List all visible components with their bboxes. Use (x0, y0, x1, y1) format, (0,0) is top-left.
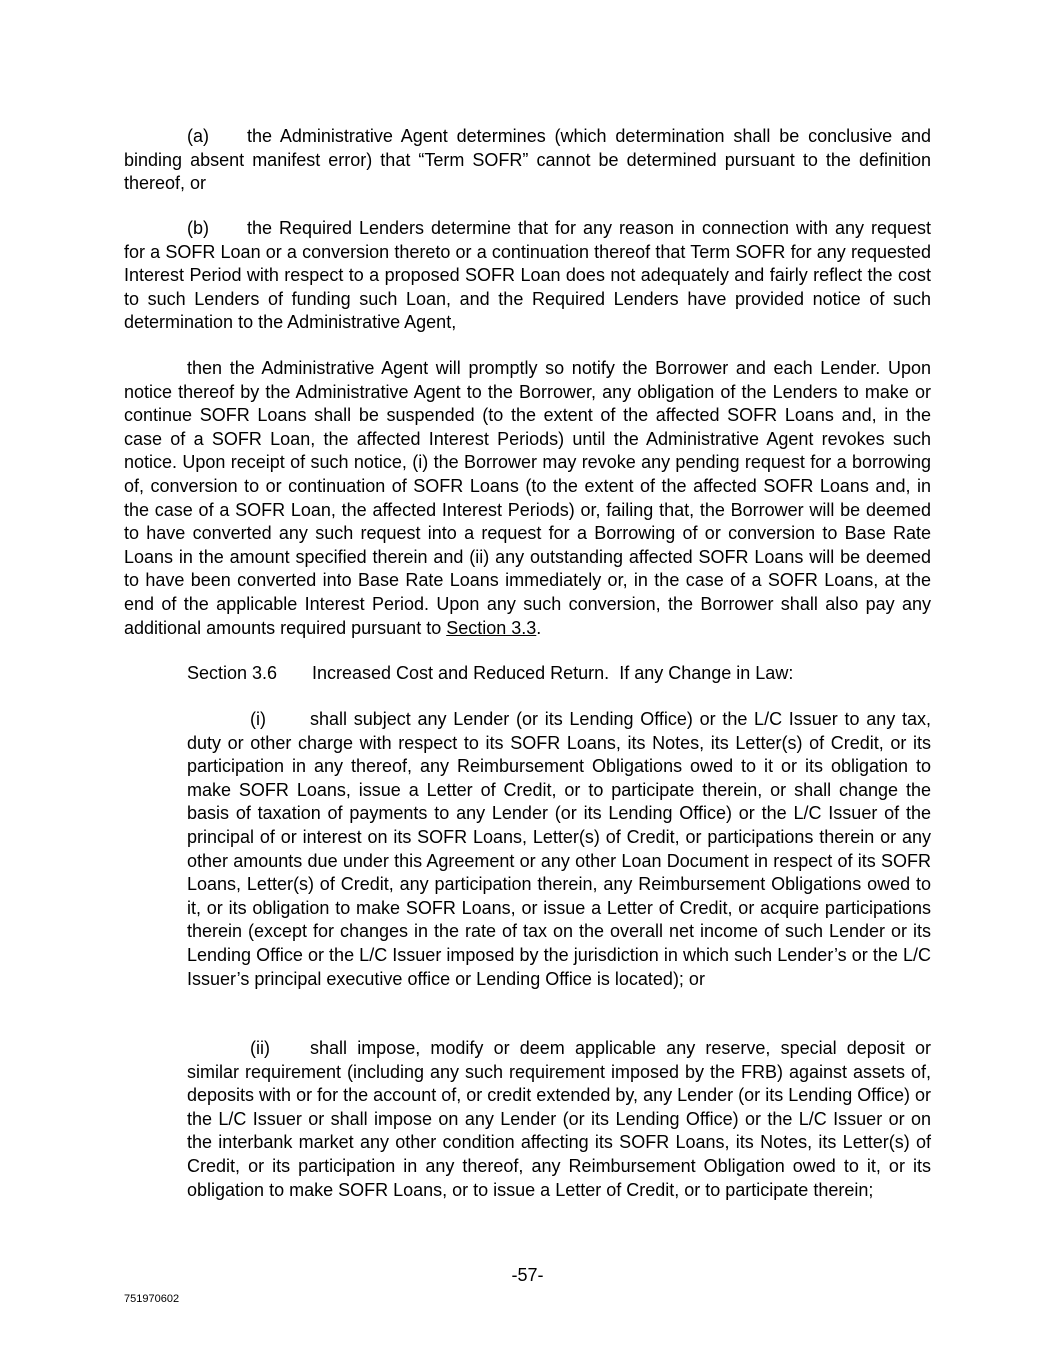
paragraph-then-end: . (536, 617, 542, 638)
item-i (187, 708, 931, 991)
paragraph-b-label: (b) (187, 218, 209, 238)
item-ii (187, 1037, 931, 1202)
paragraph-a-label: (a) (187, 126, 209, 146)
paragraph-b-text: the Required Lenders determine that for any reason in connection with any request for a SOFR Loan or a conversion thereto or a continuation thereof that Term SOFR for any requested Interest Period with respect to a proposed SOFR Loan does not adequately and fairly reflect the cost to such Lenders of funding such Loan, and the Required Lenders have provided notice of such determination to the Administrative Agent, (124, 218, 931, 333)
page-number: -57- (511, 1265, 544, 1285)
item-i-label: (i) (250, 709, 266, 729)
section-number: Section 3.6 (187, 663, 278, 683)
paragraph-then-text: then the Administrative Agent will promptly so notify the Borrower and each Lender. Upon notice thereof by the Administrative Agent to the Borrower, any obligation of the Lenders to make or continue SOFR Loans shall be suspended (to the extent of the affected SOFR Loans and, in the case of a SOFR Loan, the affected Interest Periods) until the Administrative Agent revokes such notice. Upon receipt of such notice, (i) the Borrower may revoke any pending request for a borrowing of, conversion to or continuation of SOFR Loans (to the extent of the affected SOFR Loans and, in the case of a SOFR Loan, the affected Interest Periods) or, failing that, the Borrower will be deemed to have converted any such request into a request for a Borrowing of or conversion to Base Rate Loans in the amount specified therein and (ii) any outstanding affected SOFR Loans will be deemed to have been converted into Base Rate Loans immediately or, in the case of a SOFR Loans, at the end of the applicable Interest Period. Upon any such conversion, the Borrower shall also pay any additional amounts required pursuant to (124, 358, 931, 638)
paragraph-a (124, 125, 931, 196)
paragraph-a-text: the Administrative Agent determines (which determination shall be conclusive and binding absent manifest error) that “Term SOFR” cannot be determined pursuant to the definition thereof, or (124, 126, 931, 194)
item-i-text: shall subject any Lender (or its Lending Office) or the L/C Issuer to any tax, duty or other charge with respect to its SOFR Loans, its Notes, its Letter(s) of Credit, or its participation in any thereof, any Reimbursement Obligations owed to it or its obligation to make SOFR Loans, issue a Letter of Credit, or to participate therein, or shall change the basis of taxation of payments to any Lender (or its Lending Office) or the L/C Issuer of the principal of or interest on its SOFR Loans, Letter(s) of Credit, or participations therein or any other amounts due under this Agreement or any other Loan Document in respect of its SOFR Loans, Letter(s) of Credit, any participation therein, any Reimbursement Obligations owed to it, or its obligation to make SOFR Loans, or issue a Letter of Credit, or acquire participations therein (except for changes in the rate of tax on the overall net income of such Lender or its Lending Office or the L/C Issuer imposed by the jurisdiction in which such Lender’s or the L/C Issuer’s principal executive office or Lending Office is located); or (187, 709, 931, 989)
item-ii-text: shall impose, modify or deem applicable any reserve, special deposit or similar requirement (including any such requirement imposed by the FRB) against assets of, deposits with or for the account of, or credit extended by, any Lender (or its Lending Office) or the L/C Issuer or shall impose on any Lender (or its Lending Office) or the L/C Issuer or on the interbank market any other condition affecting its SOFR Loans, its Notes, its Letter(s) of Credit, or its participation in any thereof, any Reimbursement Obligation owed to it, or its obligation to make SOFR Loans, or to issue a Letter of Credit, or to participate therein; (187, 1038, 931, 1200)
paragraph-b (124, 217, 931, 335)
section-lead: If any Change in Law: (619, 663, 794, 683)
paragraph-then (124, 357, 931, 640)
section-3-3-reference: Section 3.3 (446, 617, 537, 638)
item-ii-label: (ii) (250, 1038, 270, 1058)
document-id: 751970602 (124, 1293, 180, 1305)
section-heading (187, 662, 931, 686)
section-title: Increased Cost and Reduced Return. (312, 663, 610, 683)
